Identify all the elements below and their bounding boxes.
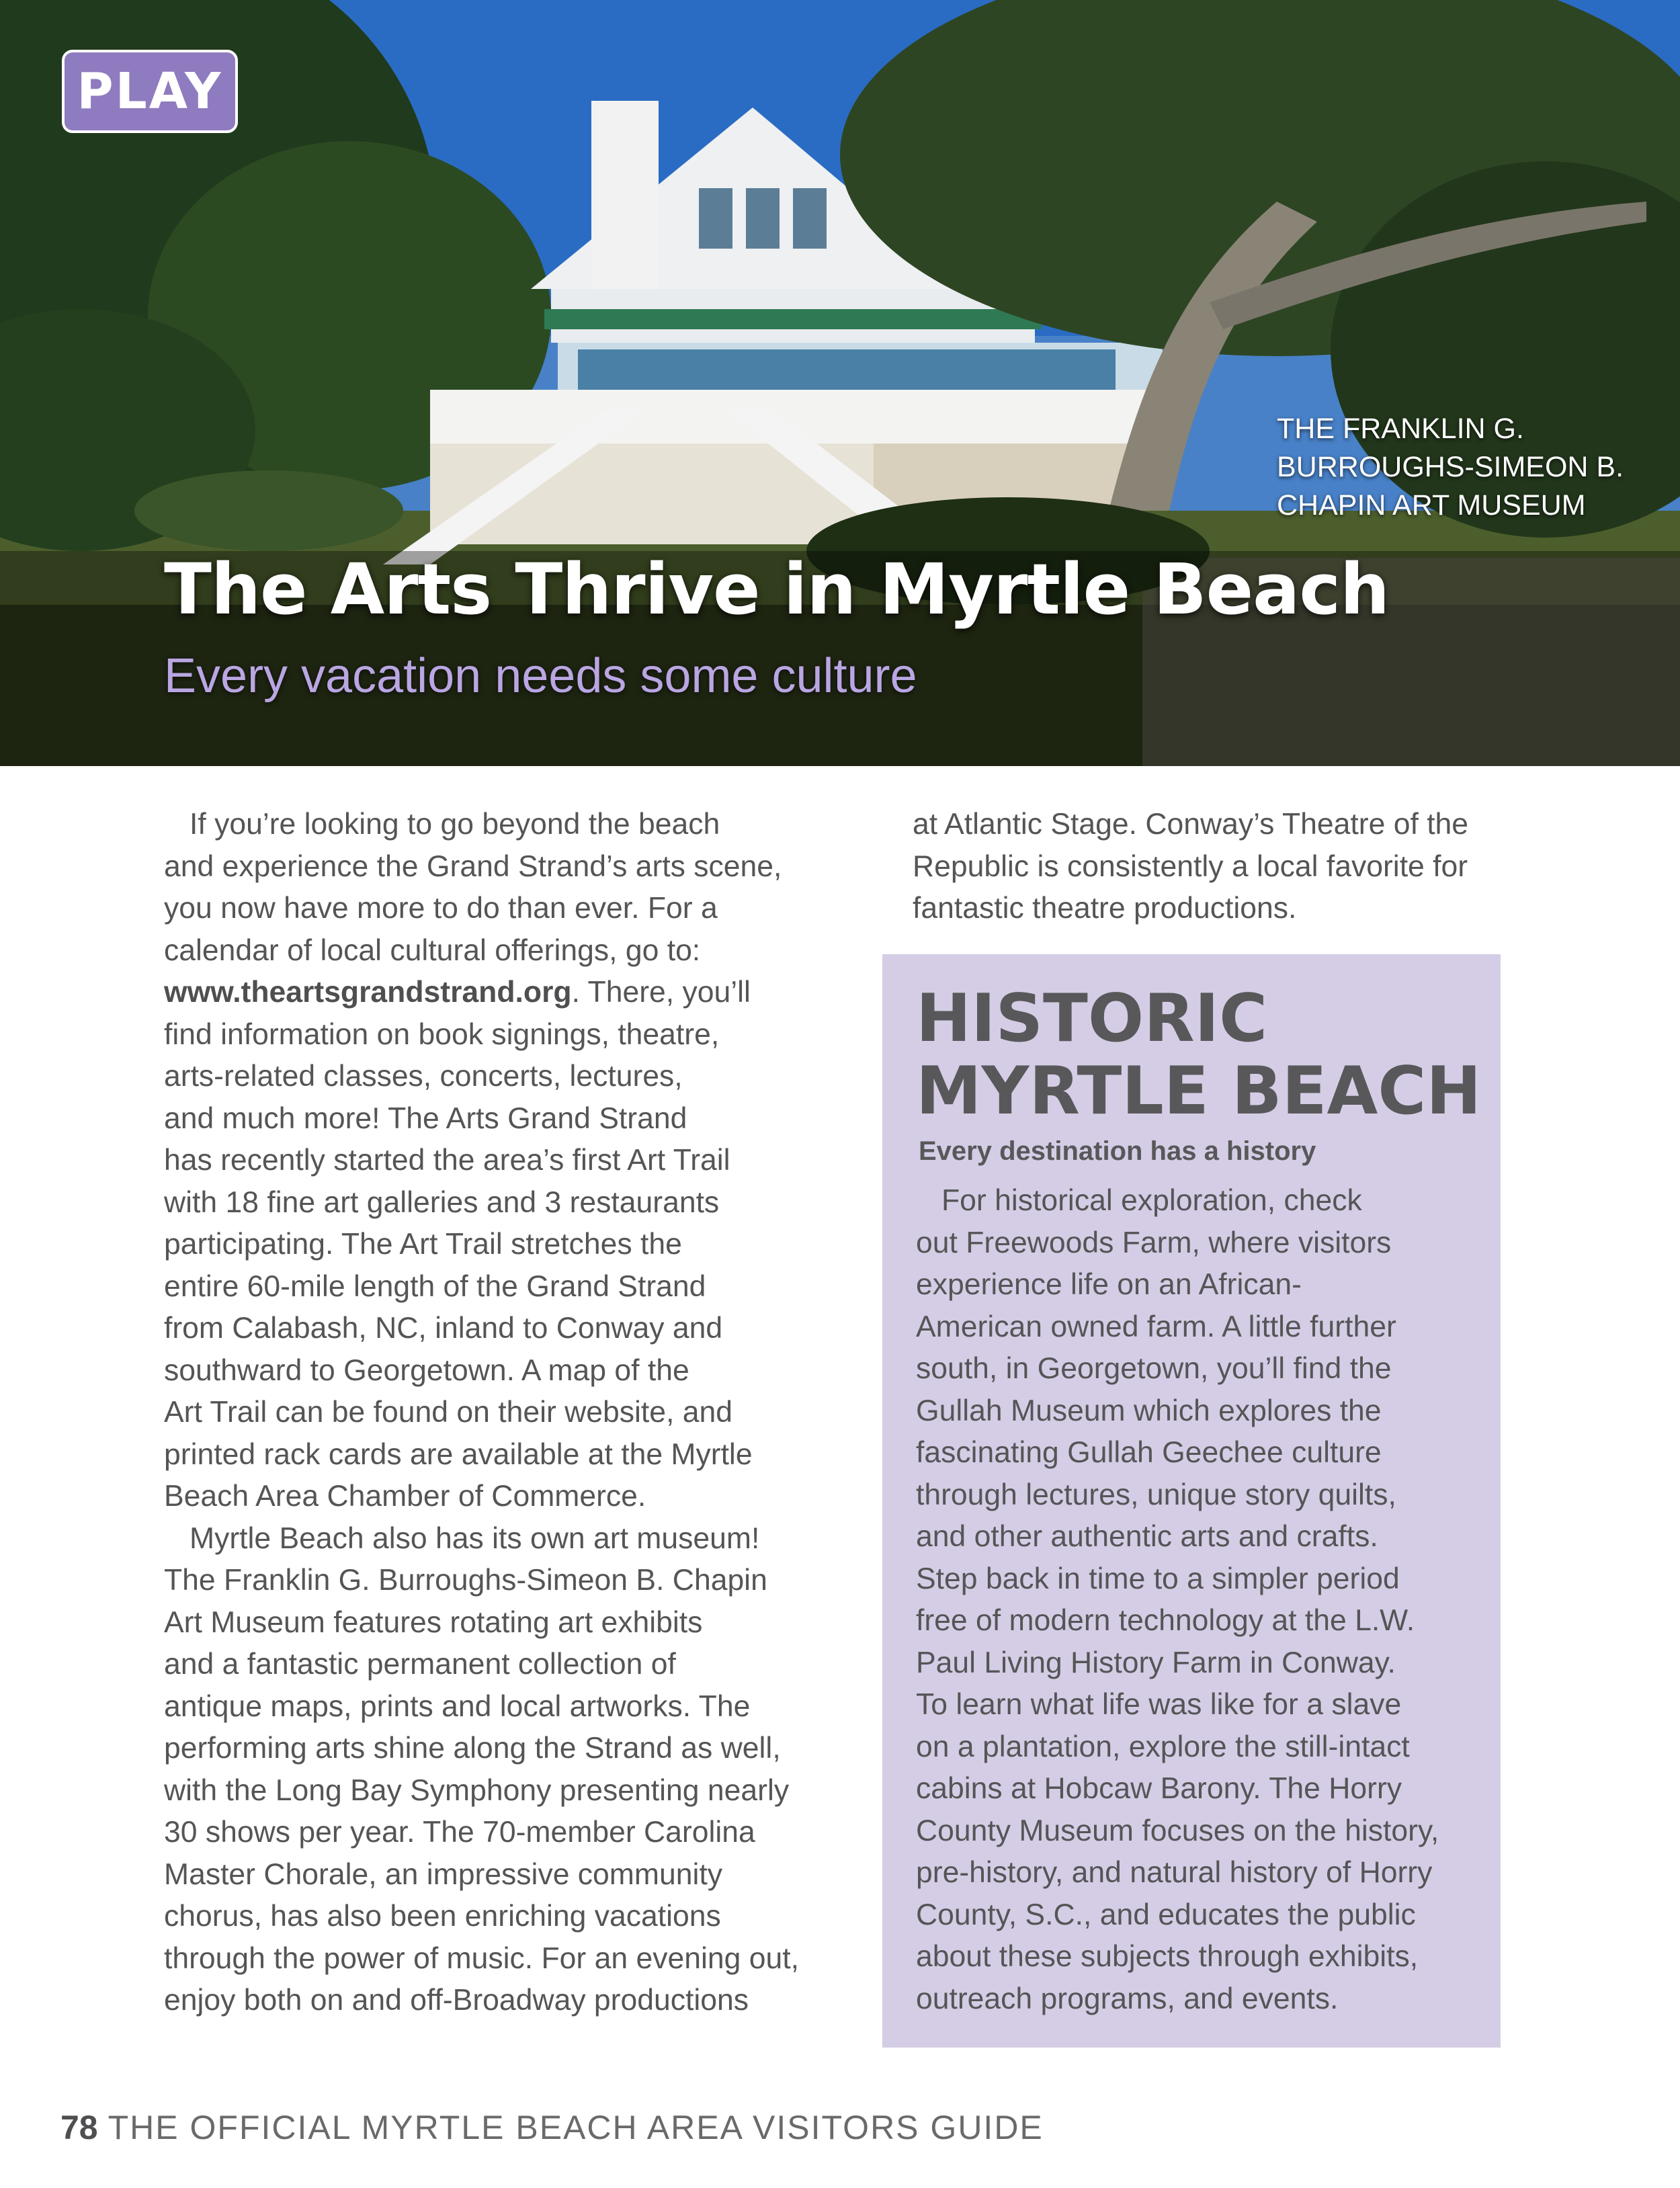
body-line: Republic is consistently a local favorite for [913, 849, 1468, 883]
body-line: 30 shows per year. The 70-member Carolina [164, 1816, 755, 1849]
sidebar-line: To learn what life was like for a slave [916, 1688, 1402, 1721]
historic-sidebar [882, 954, 1501, 2048]
sidebar-line: south, in Georgetown, you’ll find the [916, 1352, 1392, 1385]
body-line: and a fantastic permanent collection of [164, 1648, 676, 1681]
sidebar-line: and other authentic arts and crafts. [916, 1520, 1378, 1553]
page-number: 78 [60, 2109, 98, 2146]
caption-line: THE FRANKLIN G. [1277, 413, 1524, 445]
sidebar-line: American owned farm. A little further [916, 1310, 1396, 1343]
body-line: from Calabash, NC, inland to Conway and [164, 1312, 723, 1345]
sidebar-line: Step back in time to a simpler period [916, 1562, 1400, 1595]
body-line: you now have more to do than ever. For a [164, 892, 718, 925]
sidebar-line: Gullah Museum which explores the [916, 1394, 1382, 1427]
article-title: The Arts Thrive in Myrtle Beach [164, 548, 1390, 630]
body-line: with the Long Bay Symphony presenting nearly [164, 1773, 790, 1807]
body-line: entire 60-mile length of the Grand Strand [164, 1269, 706, 1303]
sidebar-line: through lectures, unique story quilts, [916, 1478, 1396, 1511]
sidebar-line: about these subjects through exhibits, [916, 1940, 1419, 1973]
sidebar-body [916, 1180, 1487, 2020]
caption-line: CHAPIN ART MUSEUM [1277, 489, 1586, 521]
body-line: The Franklin G. Burroughs-Simeon B. Chapin [164, 1564, 767, 1597]
body-line: performing arts shine along the Strand as well, [164, 1732, 781, 1765]
website-link[interactable]: www.theartsgrandstrand.org [164, 976, 572, 1009]
body-line: antique maps, prints and local artworks. The [164, 1689, 751, 1723]
body-line: Art Museum features rotating art exhibits [164, 1605, 703, 1639]
article-subtitle: Every vacation needs some culture [164, 649, 917, 703]
photo-caption [1277, 410, 1653, 525]
hero-photo [0, 0, 1680, 766]
sidebar-line: County, S.C., and educates the public [916, 1898, 1416, 1931]
body-line: Master Chorale, an impressive community [164, 1857, 722, 1891]
body-line [164, 972, 856, 1014]
sidebar-line: pre-history, and natural history of Horry [916, 1856, 1433, 1889]
body-line: Beach Area Chamber of Commerce. [164, 1480, 646, 1513]
sidebar-line: outreach programs, and events. [916, 1982, 1339, 2015]
sidebar-line: out Freewoods Farm, where visitors [916, 1226, 1392, 1259]
body-line: with 18 fine art galleries and 3 restaurants [164, 1185, 720, 1219]
sidebar-line: cabins at Hobcaw Barony. The Horry [916, 1772, 1402, 1805]
sidebar-line: Paul Living History Farm in Conway. [916, 1646, 1396, 1679]
publication-name: THE OFFICIAL MYRTLE BEACH AREA VISITORS GUIDE [108, 2109, 1044, 2146]
sidebar-line: For historical exploration, check [941, 1184, 1362, 1217]
caption-line: BURROUGHS-SIMEON B. [1277, 451, 1624, 483]
body-line: enjoy both on and off-Broadway productions [164, 1984, 749, 2017]
body-line: arts-related classes, concerts, lectures, [164, 1060, 683, 1093]
body-line: southward to Georgetown. A map of the [164, 1353, 689, 1387]
article-body-left [164, 804, 856, 2022]
section-badge: PLAY [62, 50, 238, 133]
sidebar-line: on a plantation, explore the still-intact [916, 1730, 1410, 1763]
body-line: If you’re looking to go beyond the beach [190, 808, 720, 841]
body-line: and much more! The Arts Grand Strand [164, 1101, 687, 1135]
body-line: find information on book signings, theatre, [164, 1017, 720, 1051]
sidebar-title-line: MYRTLE BEACH [916, 1053, 1482, 1130]
body-line: Myrtle Beach also has its own art museum! [190, 1521, 760, 1555]
body-text: . There, you’ll [571, 976, 751, 1009]
body-line: at Atlantic Stage. Conway’s Theatre of the [913, 808, 1469, 841]
sidebar-tagline: Every destination has a history [919, 1136, 1316, 1166]
sidebar-line: experience life on an African- [916, 1268, 1302, 1301]
article-body-right [913, 804, 1517, 930]
body-line: fantastic theatre productions. [913, 892, 1297, 925]
sidebar-title [916, 982, 1481, 1128]
body-line: through the power of music. For an evening out, [164, 1941, 799, 1975]
body-line: Art Trail can be found on their website, and [164, 1396, 732, 1429]
body-line: printed rack cards are available at the Myrtle [164, 1437, 753, 1471]
body-line: has recently started the area’s first Art Trail [164, 1144, 730, 1177]
body-line: calendar of local cultural offerings, go to: [164, 933, 701, 967]
page-footer [60, 2106, 1044, 2149]
body-line: and experience the Grand Strand’s arts scene, [164, 849, 782, 883]
sidebar-line: free of modern technology at the L.W. [916, 1604, 1415, 1637]
sidebar-line: County Museum focuses on the history, [916, 1814, 1439, 1847]
sidebar-title-line: HISTORIC [916, 980, 1268, 1057]
sidebar-line: fascinating Gullah Geechee culture [916, 1436, 1382, 1469]
body-line: participating. The Art Trail stretches the [164, 1228, 682, 1261]
body-line: chorus, has also been enriching vacations [164, 1900, 721, 1933]
